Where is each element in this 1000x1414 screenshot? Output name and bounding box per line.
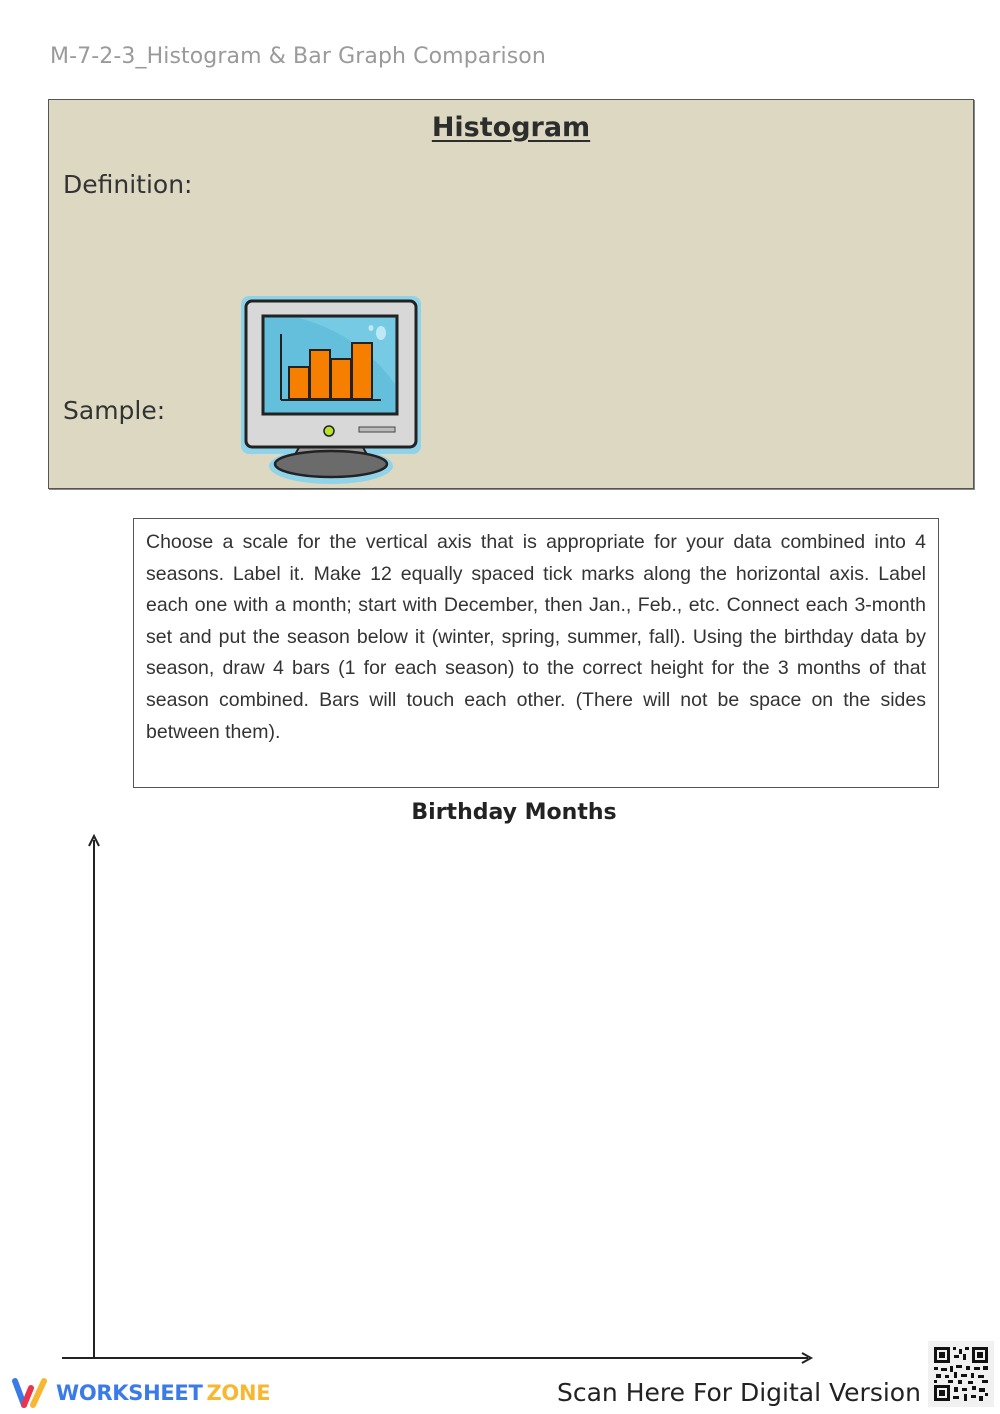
worksheet-zone-wordmark bbox=[56, 1381, 270, 1405]
document-title: M-7-2-3_Histogram & Bar Graph Comparison bbox=[50, 44, 546, 69]
x-axis bbox=[62, 1353, 811, 1363]
definition-label: Definition: bbox=[63, 170, 193, 199]
scan-here-text: Scan Here For Digital Version bbox=[557, 1378, 921, 1407]
worksheet-zone-logo bbox=[10, 1374, 270, 1412]
histogram-heading bbox=[49, 112, 973, 143]
chart-title: Birthday Months bbox=[411, 800, 617, 825]
histogram-heading-text: Histogram bbox=[431, 112, 591, 143]
instructions-box: Choose a scale for the vertical axis that is appropriate for your data combined into 4 seasons. Label it. Make 12 equally spaced tick marks along the horizontal axis. Label each one with a month; start with December, then Jan., Feb., etc. Connect each 3-month set and put the season below it (winter, spring, summer, fall). Using the birthday data by season, draw 4 bars (1 for each season) to the correct height for the 3 months of that season combined. Bars will touch each other. (There will not be space on the sides between them). bbox=[133, 518, 939, 788]
histogram-definition-box bbox=[48, 99, 974, 489]
brand-part-1: WORKSHEET bbox=[56, 1381, 203, 1405]
worksheet-zone-logo-icon bbox=[10, 1376, 50, 1410]
sample-label: Sample: bbox=[63, 396, 166, 425]
y-axis bbox=[89, 836, 99, 1358]
computer-monitor-bar-chart-icon bbox=[239, 294, 425, 486]
brand-part-2: ZONE bbox=[206, 1381, 271, 1405]
qr-code-icon[interactable] bbox=[928, 1341, 994, 1407]
